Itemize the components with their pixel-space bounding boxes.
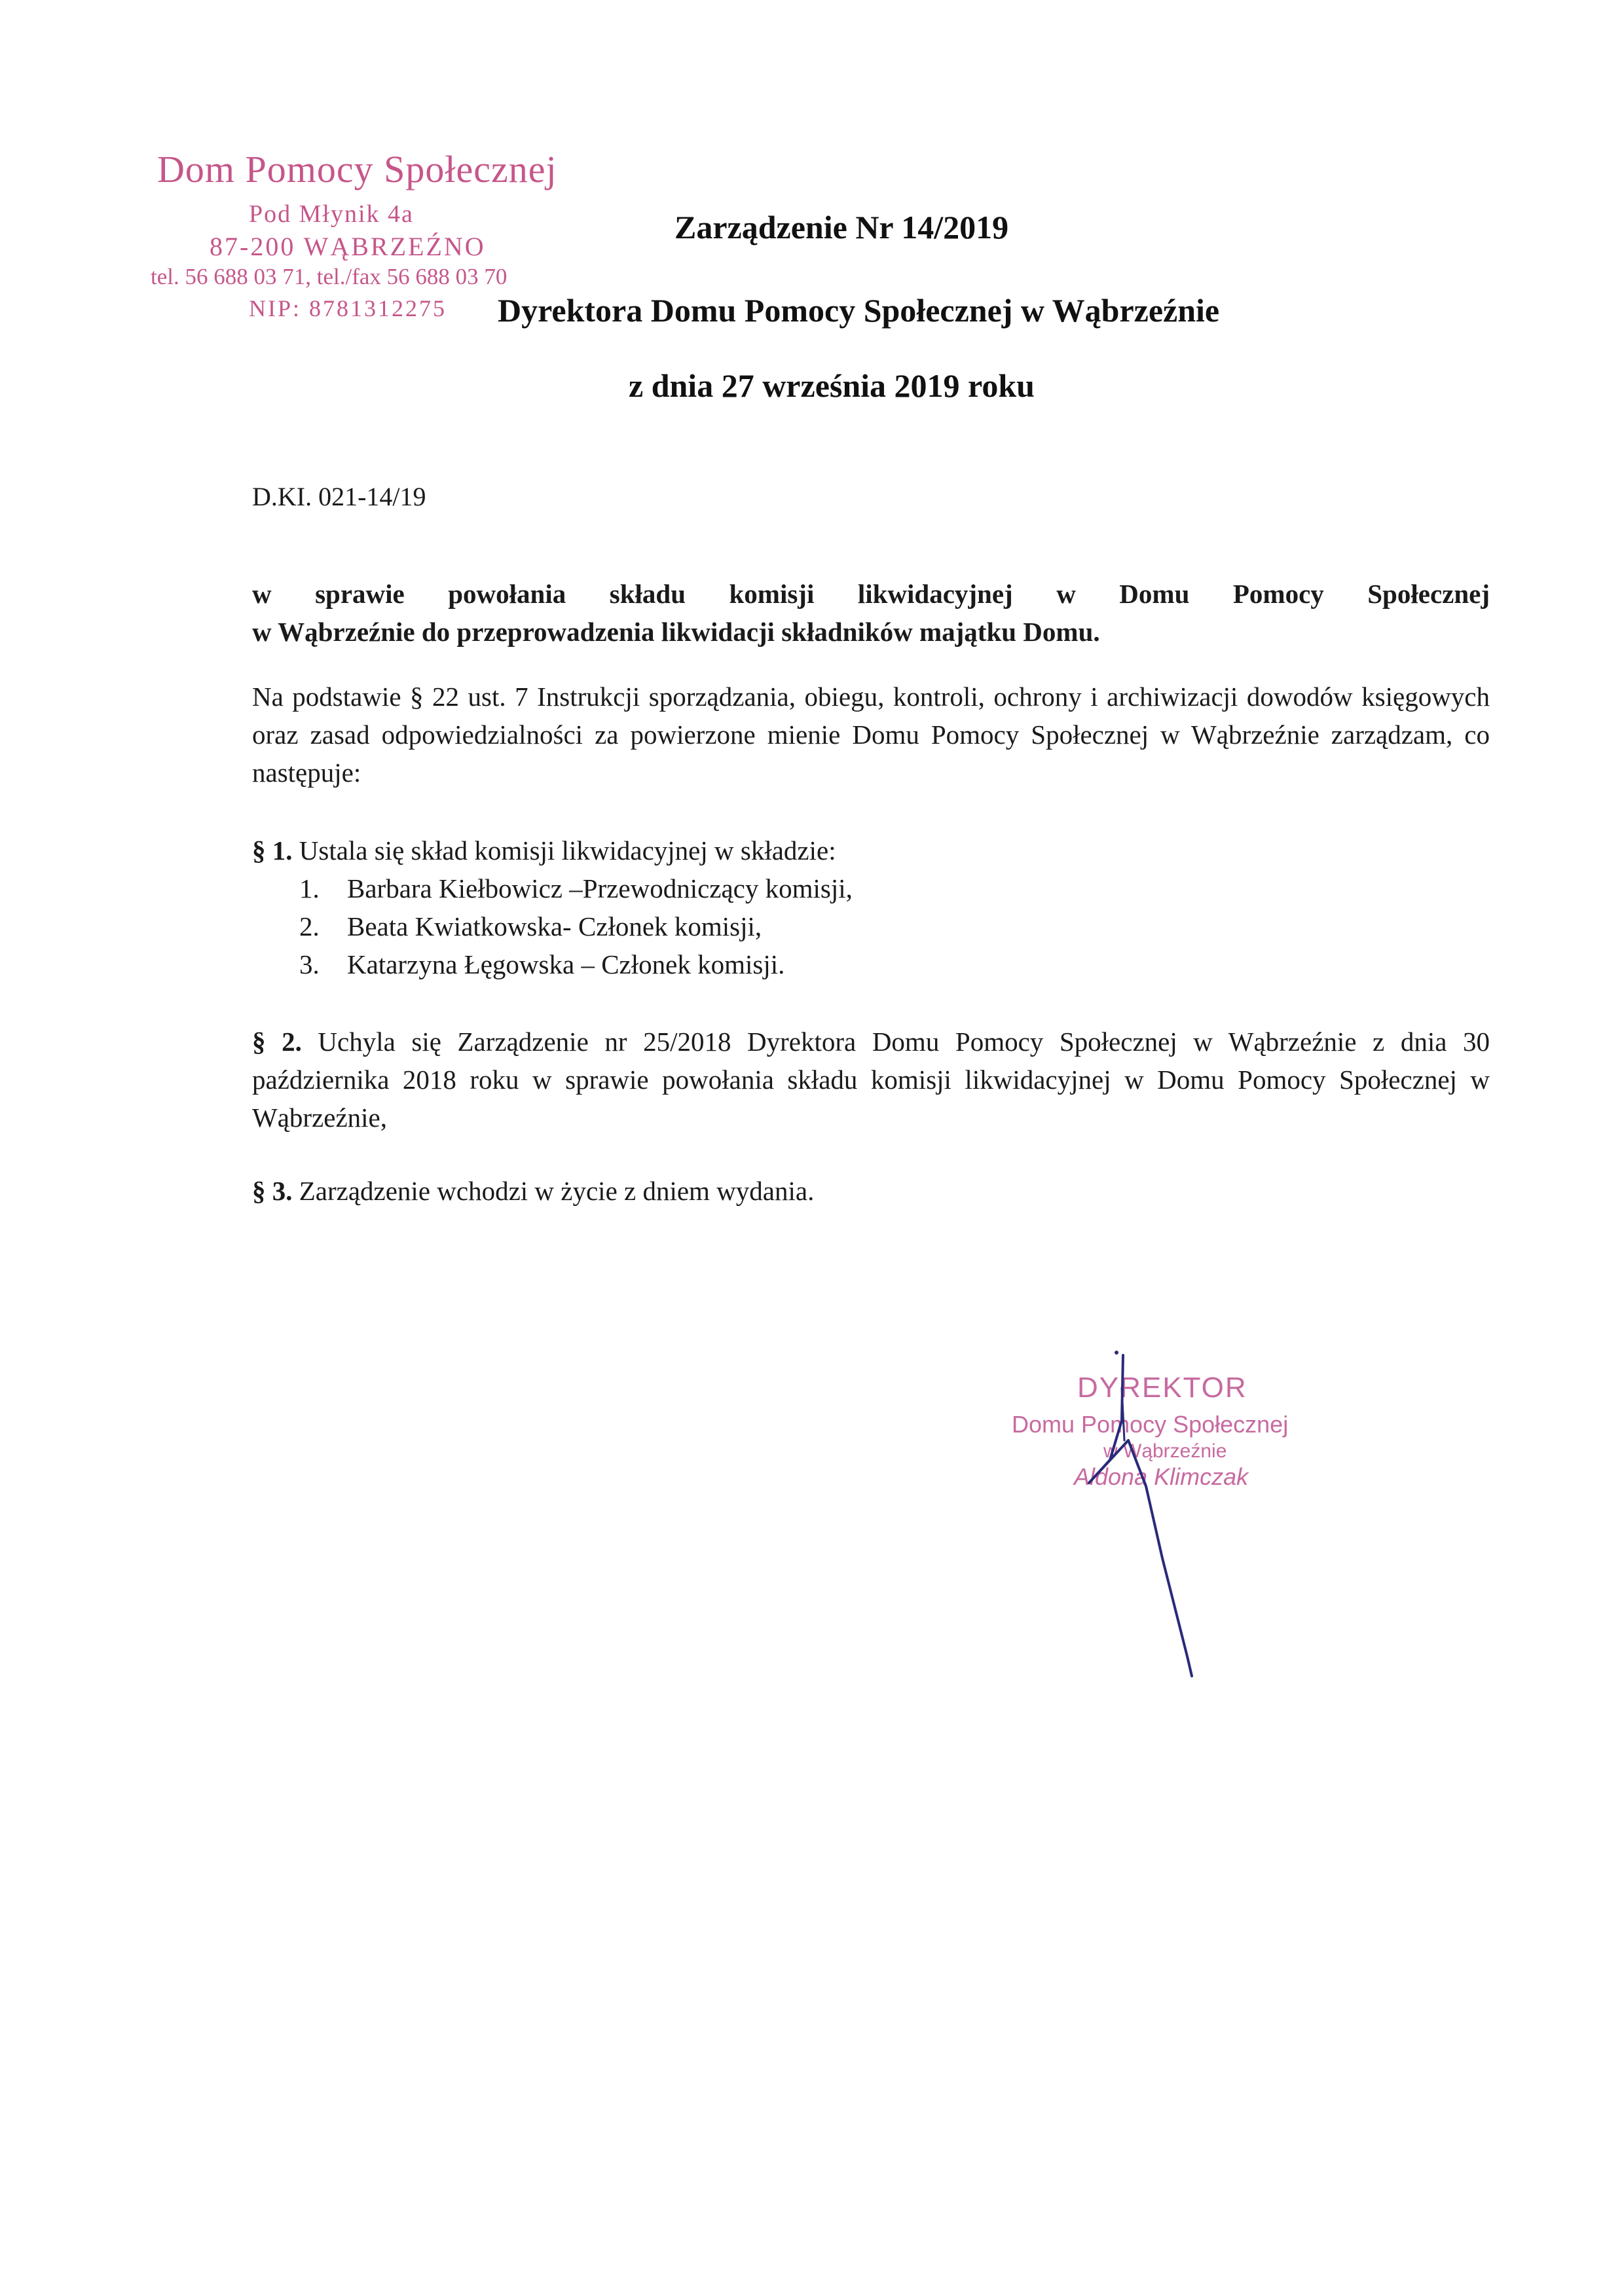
document-date: z dnia 27 września 2019 roku (629, 367, 1035, 404)
signature-stamp-line-1: Domu Pomocy Społecznej (1012, 1411, 1289, 1438)
section-2-mark: § 2. (252, 1027, 302, 1057)
list-item-number: 1. (299, 873, 320, 903)
section-1-mark: § 1. (252, 835, 293, 866)
section-1 (252, 831, 1490, 983)
signature-stamp-line-2: w Wąbrzeźnie (1103, 1440, 1227, 1462)
document-title: Zarządzenie Nr 14/2019 (674, 209, 1009, 246)
section-2 (252, 1023, 1490, 1137)
stamp-phone: tel. 56 688 03 71, tel./fax 56 688 03 70 (151, 264, 507, 289)
section-3 (252, 1172, 1490, 1210)
list-item (252, 869, 1490, 907)
section-3-text: Zarządzenie wchodzi w życie z dniem wydania. (292, 1176, 815, 1206)
section-1-text: Ustala się skład komisji likwidacyjnej w składzie: (292, 835, 836, 866)
list-item-number: 3. (299, 949, 320, 979)
stamp-city: 87-200 WĄBRZEŹNO (210, 232, 486, 261)
stamp-street: Pod Młynik 4a (249, 200, 414, 228)
subject-line-2: w Wąbrzeźnie do przeprowadzenia likwidacji składników majątku Domu. (252, 617, 1100, 647)
document-issuer: Dyrektora Domu Pomocy Społecznej w Wąbrzeźnie (498, 292, 1220, 329)
stamp-nip: NIP: 8781312275 (249, 295, 447, 321)
legal-basis: Na podstawie § 22 ust. 7 Instrukcji sporządzania, obiegu, kontroli, ochrony i archiwizacji dowodów księgowych oraz zasad odpowiedzialności za powierzone mienie Domu Pomocy Społecznej w Wąbrzeźnie zarządzam, co następuje: (252, 682, 1490, 788)
members-list (252, 869, 1490, 983)
document-subject (252, 575, 1490, 651)
list-item-number: 2. (299, 911, 320, 941)
handwritten-signature (1012, 1349, 1352, 1689)
stamp-name: Dom Pomocy Społecznej (157, 148, 557, 191)
reference-number: D.KI. 021-14/19 (252, 482, 426, 511)
section-3-mark: § 3. (252, 1176, 293, 1206)
signature-stamp-name: Aldona Klimczak (1074, 1463, 1249, 1490)
list-item-text: Barbara Kiełbowicz –Przewodniczący komisji, (347, 873, 853, 903)
signature-stamp-title: DYREKTOR (1077, 1372, 1247, 1404)
section-2-text: Uchyla się Zarządzenie nr 25/2018 Dyrektora Domu Pomocy Społecznej w Wąbrzeźnie z dnia 30 października 2018 roku w sprawie powołania składu komisji likwidacyjnej w Domu Pomocy Społecznej w Wąbrzeźnie, (252, 1027, 1490, 1133)
list-item (252, 907, 1490, 945)
signature-stamp (1012, 1349, 1352, 1689)
list-item-text: Katarzyna Łęgowska – Członek komisji. (347, 949, 785, 979)
list-item (252, 945, 1490, 983)
list-item-text: Beata Kwiatkowska- Członek komisji, (347, 911, 762, 941)
subject-line-1: w sprawie powołania składu komisji likwidacyjnej w Domu Pomocy Społecznej (252, 579, 1490, 609)
